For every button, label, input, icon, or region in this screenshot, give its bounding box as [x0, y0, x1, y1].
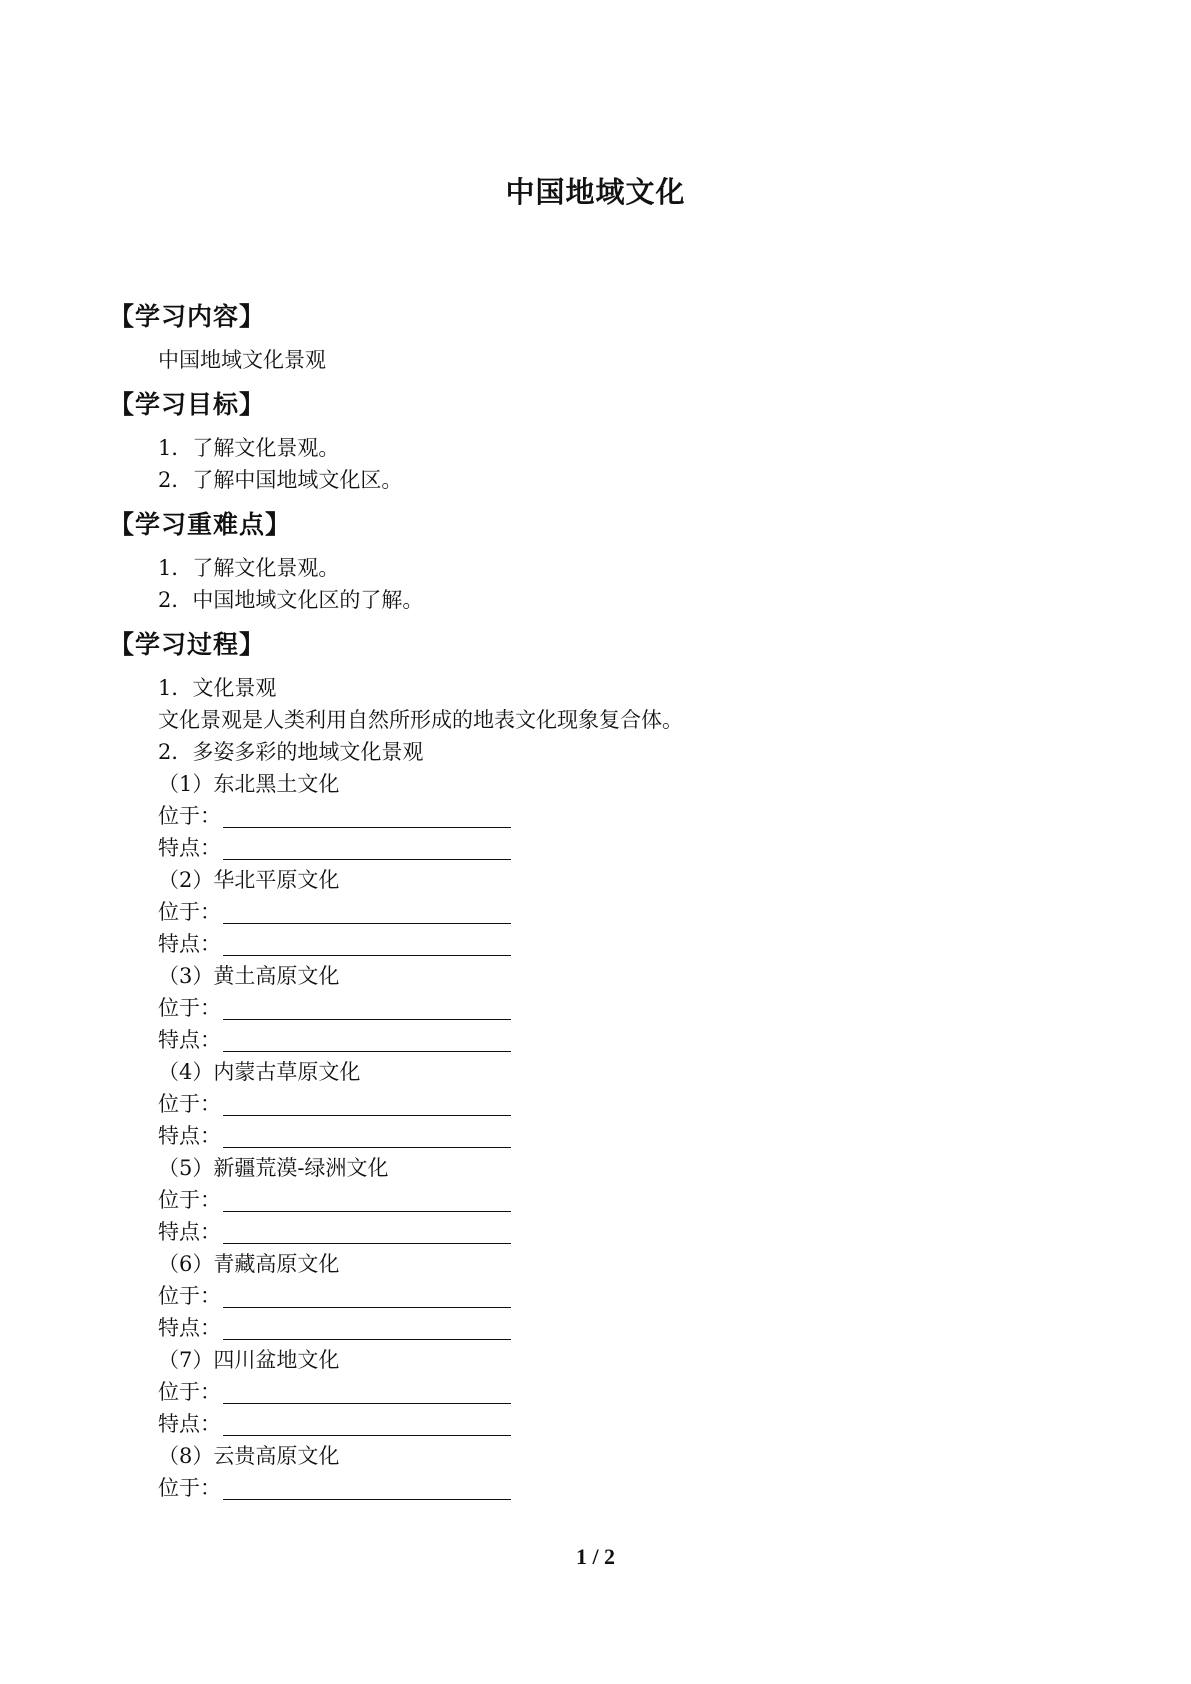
section-study-content — [109, 300, 1072, 388]
culture-item-label: （1）东北黑土文化 — [158, 772, 340, 796]
feature-blank[interactable] — [223, 835, 511, 860]
text-line: 文化景观是人类利用自然所形成的地表文化现象复合体。 — [158, 708, 683, 732]
text-line: 1．了解文化景观。 — [158, 556, 340, 580]
feature-label: 特点： — [158, 932, 221, 956]
location-blank[interactable] — [223, 1187, 511, 1212]
feature-blank[interactable] — [223, 1315, 511, 1340]
text-line: 1．文化景观 — [158, 676, 277, 700]
text-line: 1．了解文化景观。 — [158, 436, 340, 460]
feature-label: 特点： — [158, 1220, 221, 1244]
section-study-goals — [109, 388, 1072, 508]
culture-item-label: （8）云贵高原文化 — [158, 1444, 340, 1468]
feature-blank[interactable] — [223, 1027, 511, 1052]
location-row — [158, 1088, 1072, 1120]
feature-row — [158, 832, 1072, 864]
section-key-points — [109, 508, 1072, 628]
location-label: 位于： — [158, 1476, 221, 1500]
location-label: 位于： — [158, 804, 221, 828]
location-label: 位于： — [158, 1284, 221, 1308]
feature-row — [158, 1024, 1072, 1056]
location-row — [158, 1472, 1072, 1504]
text-line: 2．多姿多彩的地域文化景观 — [158, 740, 424, 764]
feature-row — [158, 1312, 1072, 1344]
section-heading: 【学习目标】 — [109, 390, 266, 419]
location-row — [158, 1184, 1072, 1216]
feature-row — [158, 928, 1072, 960]
text-line: 2．中国地域文化区的了解。 — [158, 588, 424, 612]
culture-item-label: （2）华北平原文化 — [158, 868, 340, 892]
location-blank[interactable] — [223, 1379, 511, 1404]
feature-label: 特点： — [158, 1028, 221, 1052]
location-blank[interactable] — [223, 803, 511, 828]
feature-label: 特点： — [158, 1124, 221, 1148]
feature-blank[interactable] — [223, 1411, 511, 1436]
section-body — [158, 422, 1072, 508]
location-blank[interactable] — [223, 1091, 511, 1116]
location-blank[interactable] — [223, 1283, 511, 1308]
feature-row — [158, 1120, 1072, 1152]
section-body — [158, 662, 1072, 1516]
culture-item-label: （5）新疆荒漠-绿洲文化 — [158, 1156, 389, 1180]
location-label: 位于： — [158, 1188, 221, 1212]
document-title: 中国地域文化 — [505, 175, 686, 209]
text-line: 中国地域文化景观 — [158, 348, 326, 372]
section-body — [158, 334, 1072, 388]
feature-row — [158, 1216, 1072, 1248]
location-row — [158, 800, 1072, 832]
section-body — [158, 542, 1072, 628]
location-row — [158, 1376, 1072, 1408]
location-blank[interactable] — [223, 995, 511, 1020]
location-row — [158, 1280, 1072, 1312]
text-line: 2．了解中国地域文化区。 — [158, 468, 403, 492]
location-label: 位于： — [158, 1380, 221, 1404]
location-label: 位于： — [158, 996, 221, 1020]
feature-blank[interactable] — [223, 1123, 511, 1148]
feature-blank[interactable] — [223, 931, 511, 956]
feature-row — [158, 1408, 1072, 1440]
feature-blank[interactable] — [223, 1219, 511, 1244]
location-row — [158, 992, 1072, 1024]
feature-label: 特点： — [158, 1316, 221, 1340]
location-row — [158, 896, 1072, 928]
location-label: 位于： — [158, 1092, 221, 1116]
section-heading: 【学习过程】 — [109, 630, 266, 659]
location-blank[interactable] — [223, 899, 511, 924]
section-heading: 【学习内容】 — [109, 302, 266, 331]
culture-item-label: （7）四川盆地文化 — [158, 1348, 340, 1372]
feature-label: 特点： — [158, 836, 221, 860]
feature-label: 特点： — [158, 1412, 221, 1436]
section-heading: 【学习重难点】 — [109, 510, 292, 539]
culture-item-label: （6）青藏高原文化 — [158, 1252, 340, 1276]
section-study-process — [109, 628, 1072, 1516]
page-number: 1 / 2 — [575, 1544, 616, 1569]
culture-item-label: （3）黄土高原文化 — [158, 964, 340, 988]
location-blank[interactable] — [223, 1475, 511, 1500]
document-content — [109, 300, 1072, 1516]
culture-item-label: （4）内蒙古草原文化 — [158, 1060, 361, 1084]
location-label: 位于： — [158, 900, 221, 924]
